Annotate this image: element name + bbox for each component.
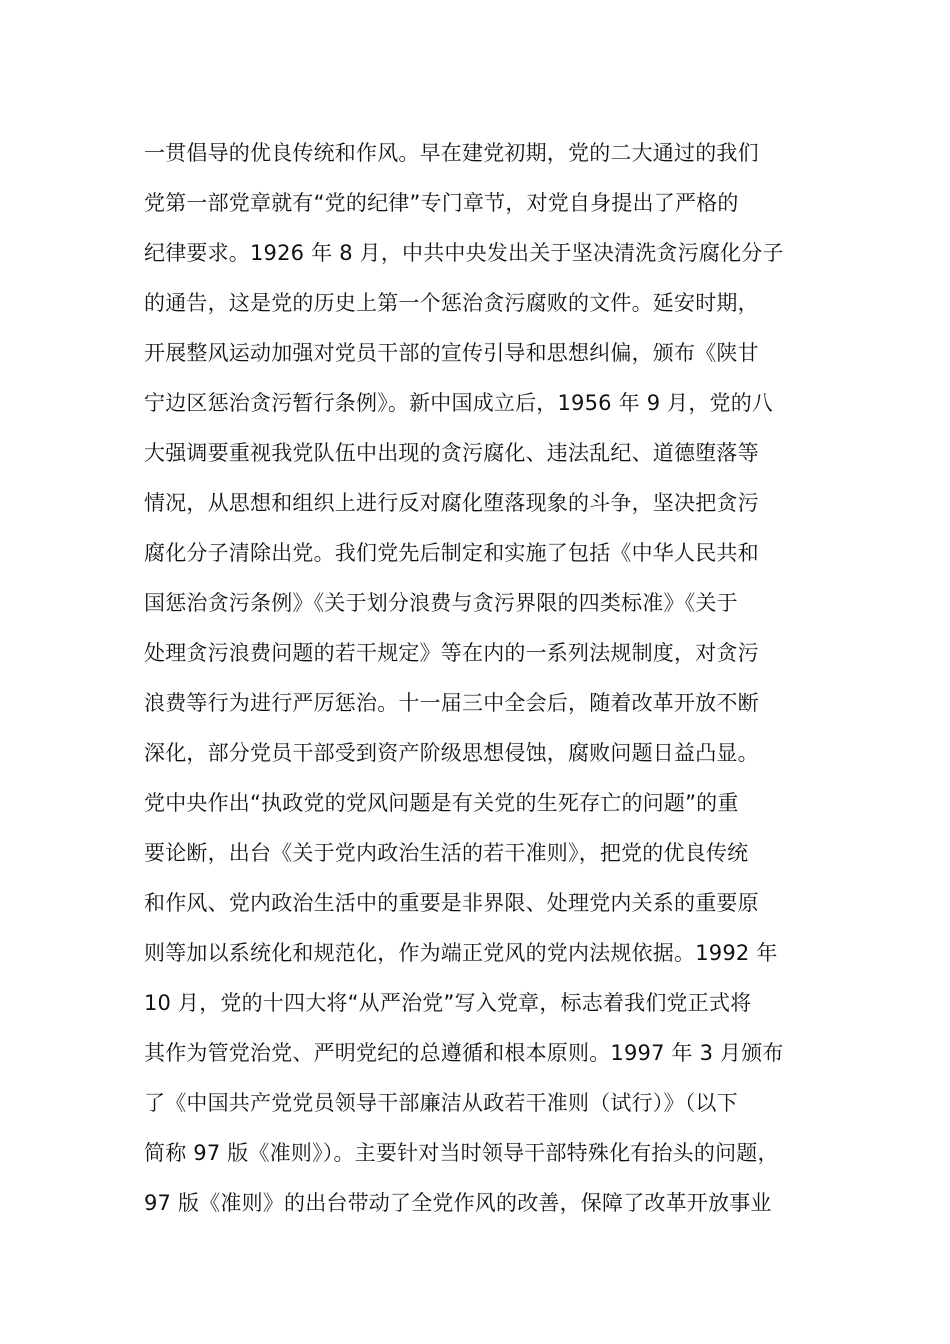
text-line: 了《中国共产党党员领导干部廉洁从政若干准则（试行）》（以下: [144, 1091, 738, 1115]
text-line: 处理贪污浪费问题的若干规定》等在内的一系列法规制度，对贪污: [144, 641, 759, 665]
body-text: [144, 128, 824, 1228]
text-line: 的通告，这是党的历史上第一个惩治贪污腐败的文件。延安时期，: [144, 291, 759, 315]
text-line: 开展整风运动加强对党员干部的宣传引导和思想纠偏，颁布《陕甘: [144, 341, 759, 365]
text-line: 简称 97 版《准则》）。主要针对当时领导干部特殊化有抬头的问题，: [144, 1141, 779, 1165]
text-line: 一贯倡导的优良传统和作风。早在建党初期，党的二大通过的我们: [144, 141, 759, 165]
text-line: 97 版《准则》的出台带动了全党作风的改善，保障了改革开放事业: [144, 1191, 772, 1215]
text-line: 情况，从思想和组织上进行反对腐化堕落现象的斗争，坚决把贪污: [144, 491, 759, 515]
text-line: 党第一部党章就有“党的纪律”专门章节，对党自身提出了严格的: [144, 191, 739, 215]
text-line: 宁边区惩治贪污暂行条例》。新中国成立后，1956 年 9 月，党的八: [144, 391, 774, 415]
text-line: 党中央作出“执政党的党风问题是有关党的生死存亡的问题”的重: [144, 791, 739, 815]
text-line: 纪律要求。1926 年 8 月，中共中央发出关于坚决清洗贪污腐化分子: [144, 241, 784, 265]
text-line: 其作为管党治党、严明党纪的总遵循和根本原则。1997 年 3 月颁布: [144, 1041, 784, 1065]
text-line: 10 月，党的十四大将“从严治党”写入党章，标志着我们党正式将: [144, 991, 752, 1015]
text-line: 腐化分子清除出党。我们党先后制定和实施了包括《中华人民共和: [144, 541, 759, 565]
text-line: 要论断，出台《关于党内政治生活的若干准则》，把党的优良传统: [144, 841, 749, 865]
text-line: 和作风、党内政治生活中的重要是非界限、处理党内关系的重要原: [144, 891, 759, 915]
text-line: 浪费等行为进行严厉惩治。十一届三中全会后，随着改革开放不断: [144, 691, 759, 715]
text-line: 则等加以系统化和规范化，作为端正党风的党内法规依据。1992 年: [144, 941, 778, 965]
text-line: 深化，部分党员干部受到资产阶级思想侵蚀，腐败问题日益凸显。: [144, 741, 759, 765]
text-line: 国惩治贪污条例》《关于划分浪费与贪污界限的四类标准》《关于: [144, 591, 738, 615]
text-line: 大强调要重视我党队伍中出现的贪污腐化、违法乱纪、道德堕落等: [144, 441, 759, 465]
